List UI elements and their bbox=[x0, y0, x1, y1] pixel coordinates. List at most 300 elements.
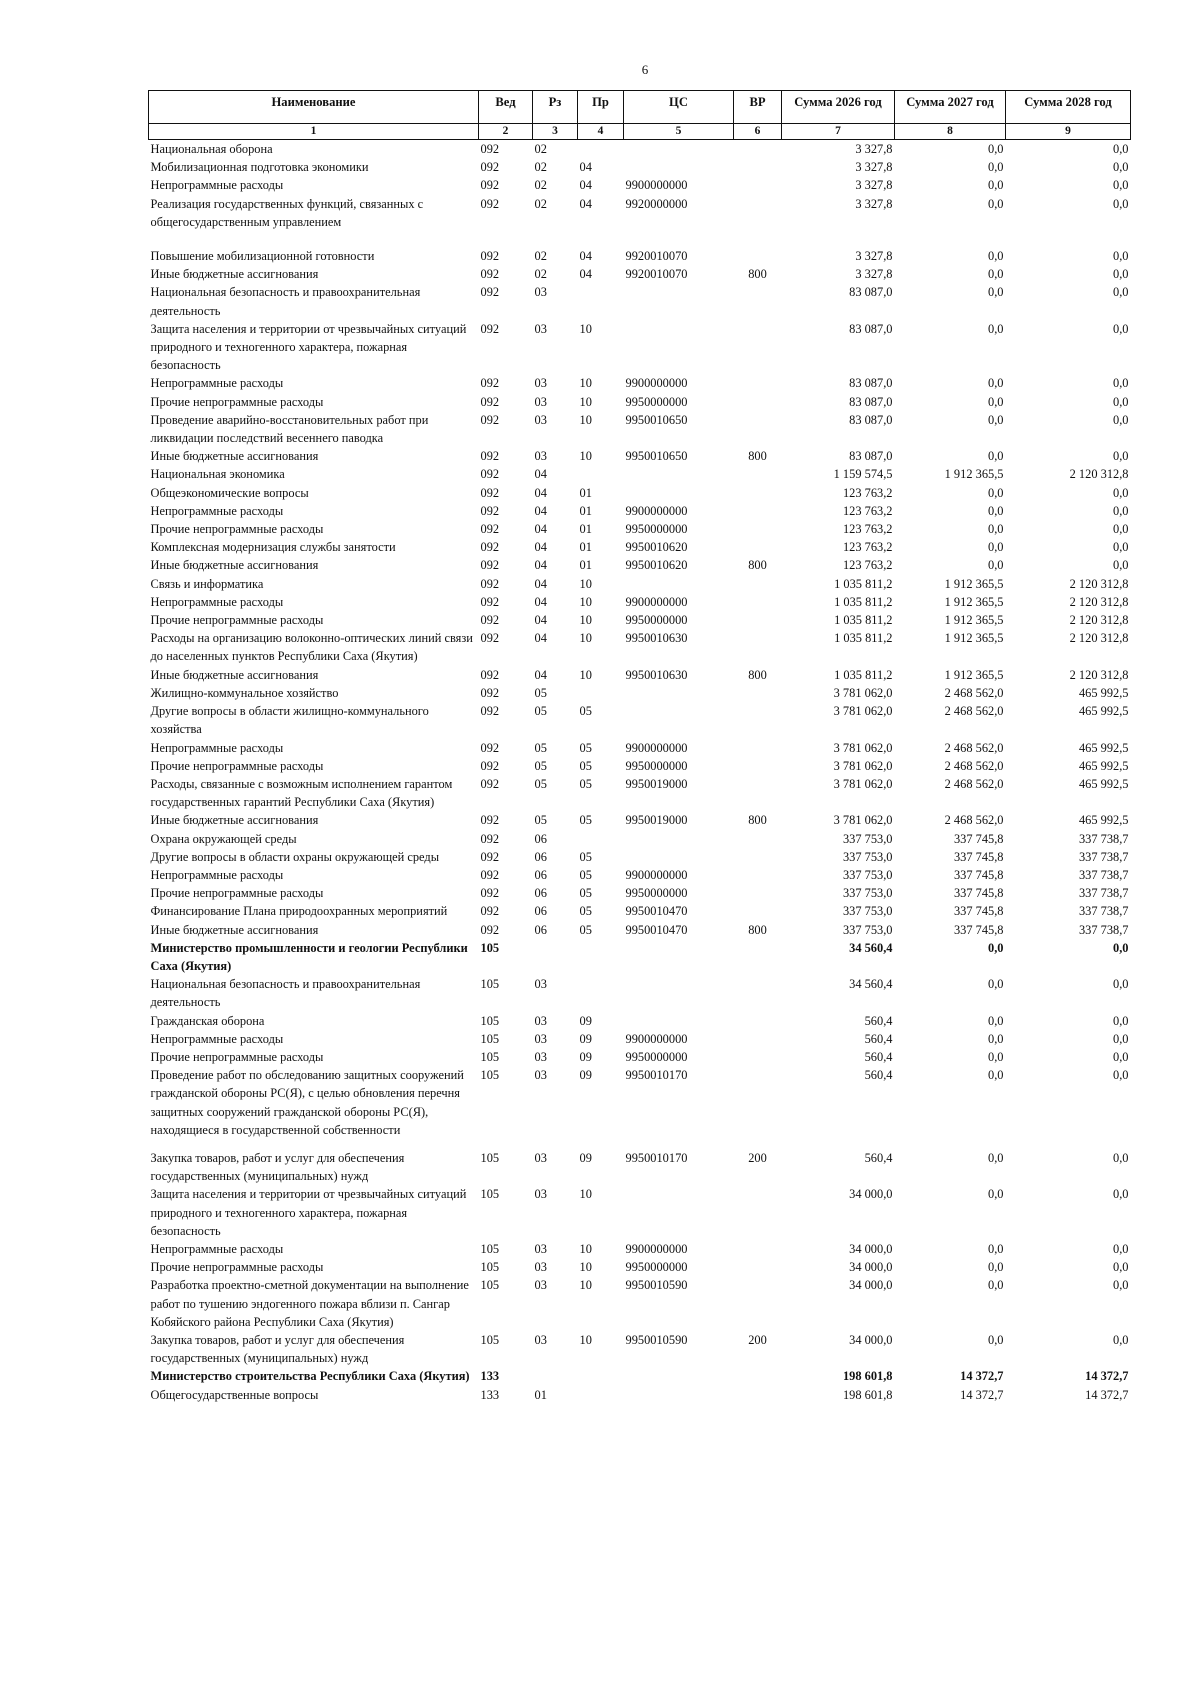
cell-name: Проведение работ по обследованию защитных сооружений гражданской обороны РС(Я), с целью обновления перечня защитных сооружений гражданской обороны РС(Я), находящиеся в государственной собственности bbox=[150, 1068, 464, 1137]
cell-rz: 02 bbox=[534, 142, 547, 156]
cell-cs: 9950000000 bbox=[625, 394, 688, 409]
cell-name: Другие вопросы в области жилищно-коммунального хозяйства bbox=[150, 704, 429, 737]
cell-sum-2026: 83 087,0 bbox=[849, 376, 893, 391]
cell-vr: 800 bbox=[748, 922, 767, 937]
cell-cs: 9950010620 bbox=[625, 558, 688, 573]
cell-vr bbox=[734, 1185, 782, 1240]
cell-pr: 05 bbox=[579, 758, 592, 773]
cell-sum-2026: 337 753,0 bbox=[842, 867, 893, 882]
cell-name: Комплексная модернизация службы занятости bbox=[150, 540, 396, 555]
cell-rz: 03 bbox=[534, 977, 547, 992]
cell-pr bbox=[578, 1386, 624, 1404]
cell-vr bbox=[734, 502, 782, 520]
cell-pr: 05 bbox=[579, 922, 592, 937]
cell-sum-2026: 198 601,8 bbox=[842, 1369, 893, 1384]
cell-ved: 092 bbox=[480, 485, 500, 500]
cell-sum-2028: 465 992,5 bbox=[1078, 685, 1129, 700]
cell-rz: 03 bbox=[534, 285, 547, 300]
cell-sum-2028: 0,0 bbox=[1113, 1150, 1129, 1165]
cell-sum-2026: 34 000,0 bbox=[849, 1187, 893, 1202]
cell-cs: 9920000000 bbox=[625, 196, 688, 211]
cell-sum-2027: 0,0 bbox=[988, 321, 1004, 336]
cell-sum-2028: 0,0 bbox=[1113, 1241, 1129, 1256]
cell-pr: 10 bbox=[579, 576, 592, 591]
cell-sum-2028: 2 120 312,8 bbox=[1069, 594, 1129, 609]
cell-name: Прочие непрограммные расходы bbox=[150, 1260, 324, 1275]
table-row bbox=[149, 158, 1131, 176]
table-row bbox=[149, 866, 1131, 884]
cell-pr: 10 bbox=[579, 613, 592, 628]
cell-sum-2026: 3 781 062,0 bbox=[833, 758, 893, 773]
cell-sum-2027: 0,0 bbox=[988, 558, 1004, 573]
cell-sum-2026: 34 560,4 bbox=[849, 940, 893, 955]
cell-sum-2028: 337 738,7 bbox=[1078, 849, 1129, 864]
cell-ved: 092 bbox=[480, 631, 500, 646]
cell-sum-2027: 0,0 bbox=[988, 412, 1004, 427]
cell-pr: 01 bbox=[579, 558, 592, 573]
cell-sum-2027: 337 745,8 bbox=[953, 867, 1004, 882]
cell-ved: 133 bbox=[480, 1387, 500, 1402]
cell-cs: 9900000000 bbox=[625, 178, 688, 193]
table-row bbox=[149, 1240, 1131, 1258]
cell-vr bbox=[734, 484, 782, 502]
cell-pr: 10 bbox=[579, 376, 592, 391]
cell-pr: 05 bbox=[579, 904, 592, 919]
table-row bbox=[149, 484, 1131, 502]
cell-sum-2028: 0,0 bbox=[1113, 1049, 1129, 1064]
cell-rz: 05 bbox=[534, 776, 547, 791]
cell-pr: 10 bbox=[579, 594, 592, 609]
cell-sum-2027: 0,0 bbox=[988, 1049, 1004, 1064]
cell-name: Прочие непрограммные расходы bbox=[150, 522, 324, 537]
cell-cs: 9950000000 bbox=[625, 1049, 688, 1064]
table-row bbox=[149, 411, 1131, 447]
table-row bbox=[149, 593, 1131, 611]
cell-ved: 092 bbox=[480, 540, 500, 555]
cell-sum-2028: 14 372,7 bbox=[1085, 1369, 1129, 1384]
cell-sum-2027: 0,0 bbox=[988, 540, 1004, 555]
cell-cs: 9900000000 bbox=[625, 376, 688, 391]
cell-sum-2026: 560,4 bbox=[864, 1013, 893, 1028]
cell-sum-2026: 3 781 062,0 bbox=[833, 813, 893, 828]
cell-ved: 092 bbox=[480, 922, 500, 937]
cell-cs: 9900000000 bbox=[625, 867, 688, 882]
cell-rz: 03 bbox=[534, 321, 547, 336]
cell-ved: 092 bbox=[480, 249, 500, 264]
cell-name: Национальная оборона bbox=[150, 142, 273, 156]
cell-sum-2028: 465 992,5 bbox=[1078, 740, 1129, 755]
cell-sum-2028: 14 372,7 bbox=[1085, 1387, 1129, 1402]
cell-pr: 10 bbox=[579, 1333, 592, 1347]
cell-rz: 06 bbox=[534, 867, 547, 882]
cell-sum-2027: 14 372,7 bbox=[960, 1387, 1004, 1402]
cell-name: Финансирование Плана природоохранных мероприятий bbox=[150, 904, 448, 919]
cell-vr bbox=[734, 538, 782, 556]
cell-pr: 10 bbox=[579, 412, 592, 427]
cell-sum-2028: 0,0 bbox=[1113, 1013, 1129, 1028]
cell-pr: 10 bbox=[579, 1241, 592, 1256]
cell-rz: 04 bbox=[534, 667, 547, 682]
cell-cs: 9950019000 bbox=[625, 813, 688, 828]
cell-ved: 092 bbox=[480, 867, 500, 882]
cell-ved: 092 bbox=[480, 886, 500, 901]
cell-pr: 05 bbox=[579, 813, 592, 828]
cell-rz: 02 bbox=[534, 196, 547, 211]
cell-cs bbox=[624, 1185, 734, 1240]
cell-vr bbox=[734, 739, 782, 757]
cell-cs: 9950010650 bbox=[625, 449, 688, 464]
cell-ved: 105 bbox=[480, 1068, 500, 1083]
cell-pr: 04 bbox=[579, 267, 592, 282]
cell-ved: 092 bbox=[480, 904, 500, 919]
cell-sum-2026: 3 327,8 bbox=[855, 160, 893, 175]
cell-name: Прочие непрограммные расходы bbox=[150, 1049, 324, 1064]
cell-sum-2028: 0,0 bbox=[1113, 178, 1129, 193]
cell-cs: 9950000000 bbox=[625, 613, 688, 628]
cell-ved: 092 bbox=[480, 831, 500, 846]
cell-name: Общеэкономические вопросы bbox=[150, 485, 309, 500]
cell-sum-2027: 337 745,8 bbox=[953, 922, 1004, 937]
cell-ved: 092 bbox=[480, 558, 500, 573]
cell-sum-2026: 560,4 bbox=[864, 1031, 893, 1046]
cell-cs: 9900000000 bbox=[625, 1031, 688, 1046]
cell-cs: 9950010470 bbox=[625, 904, 688, 919]
cell-name: Непрограммные расходы bbox=[150, 503, 284, 518]
cell-sum-2026: 337 753,0 bbox=[842, 849, 893, 864]
table-row bbox=[149, 775, 1131, 811]
cell-sum-2026: 83 087,0 bbox=[849, 321, 893, 336]
cell-name: Непрограммные расходы bbox=[150, 1241, 284, 1256]
col-number: 1 bbox=[149, 124, 479, 140]
cell-ved: 105 bbox=[480, 940, 500, 955]
col-number: 9 bbox=[1006, 124, 1131, 140]
table-row bbox=[149, 684, 1131, 702]
table-body bbox=[149, 140, 1131, 1404]
table-row bbox=[149, 447, 1131, 465]
cell-sum-2027: 337 745,8 bbox=[953, 904, 1004, 919]
cell-name: Другие вопросы в области охраны окружающей среды bbox=[150, 849, 440, 864]
table-row bbox=[149, 520, 1131, 538]
cell-sum-2027: 0,0 bbox=[988, 1013, 1004, 1028]
cell-name: Закупка товаров, работ и услуг для обеспечения государственных (муниципальных) нужд bbox=[150, 1333, 405, 1366]
cell-vr: 800 bbox=[748, 449, 767, 464]
table-row bbox=[149, 921, 1131, 939]
cell-ved: 092 bbox=[480, 667, 500, 682]
cell-cs bbox=[624, 140, 734, 159]
cell-rz: 05 bbox=[534, 685, 547, 700]
cell-sum-2027: 0,0 bbox=[988, 394, 1004, 409]
cell-sum-2027: 0,0 bbox=[988, 178, 1004, 193]
cell-vr bbox=[734, 1240, 782, 1258]
cell-pr: 10 bbox=[579, 394, 592, 409]
cell-cs: 9920010070 bbox=[625, 267, 688, 282]
table-row bbox=[149, 575, 1131, 593]
cell-name: Мобилизационная подготовка экономики bbox=[150, 160, 369, 175]
table-row bbox=[149, 538, 1131, 556]
cell-rz: 03 bbox=[534, 1241, 547, 1256]
cell-name: Расходы, связанные с возможным исполнением гарантом государственных гарантий Республики Саха (Якутия) bbox=[150, 776, 453, 810]
col-header-sum-2028: Сумма 2028 год bbox=[1006, 91, 1131, 124]
cell-ved: 105 bbox=[480, 1278, 500, 1293]
table-row bbox=[149, 374, 1131, 392]
cell-cs bbox=[624, 484, 734, 502]
cell-cs: 9950000000 bbox=[625, 522, 688, 537]
cell-sum-2028: 0,0 bbox=[1113, 1031, 1129, 1046]
cell-sum-2026: 83 087,0 bbox=[849, 394, 893, 409]
cell-sum-2028: 337 738,7 bbox=[1078, 886, 1129, 901]
cell-sum-2026: 83 087,0 bbox=[849, 449, 893, 464]
cell-name: Иные бюджетные ассигнования bbox=[150, 813, 319, 828]
col-number: 5 bbox=[624, 124, 734, 140]
cell-pr bbox=[578, 830, 624, 848]
cell-vr bbox=[734, 158, 782, 176]
cell-cs bbox=[624, 939, 734, 975]
cell-ved: 092 bbox=[480, 467, 500, 482]
cell-cs: 9900000000 bbox=[625, 594, 688, 609]
cell-sum-2026: 337 753,0 bbox=[842, 886, 893, 901]
cell-sum-2028: 0,0 bbox=[1113, 1068, 1129, 1083]
cell-name: Жилищно-коммунальное хозяйство bbox=[150, 685, 339, 700]
cell-sum-2026: 1 035 811,2 bbox=[834, 631, 893, 646]
cell-ved: 092 bbox=[480, 321, 500, 336]
cell-sum-2026: 83 087,0 bbox=[849, 285, 893, 300]
cell-rz: 03 bbox=[534, 1260, 547, 1275]
table-row bbox=[149, 666, 1131, 684]
cell-rz: 05 bbox=[534, 813, 547, 828]
cell-sum-2028: 0,0 bbox=[1113, 1187, 1129, 1202]
cell-pr: 05 bbox=[579, 849, 592, 864]
cell-rz: 04 bbox=[534, 467, 547, 482]
cell-rz: 04 bbox=[534, 576, 547, 591]
cell-name: Иные бюджетные ассигнования bbox=[150, 558, 319, 573]
cell-cs bbox=[624, 975, 734, 1011]
table-row bbox=[149, 1258, 1131, 1276]
cell-rz bbox=[533, 939, 578, 975]
col-number: 2 bbox=[479, 124, 533, 140]
cell-ved: 092 bbox=[480, 613, 500, 628]
table-row bbox=[149, 247, 1131, 265]
cell-sum-2027: 337 745,8 bbox=[953, 831, 1004, 846]
cell-rz: 04 bbox=[534, 503, 547, 518]
table-row bbox=[149, 556, 1131, 574]
cell-cs bbox=[624, 1367, 734, 1385]
cell-cs: 9900000000 bbox=[625, 503, 688, 518]
cell-sum-2026: 1 035 811,2 bbox=[834, 667, 893, 682]
cell-pr: 05 bbox=[579, 776, 592, 791]
cell-rz: 03 bbox=[534, 1031, 547, 1046]
cell-sum-2026: 560,4 bbox=[864, 1150, 893, 1165]
cell-ved: 092 bbox=[480, 849, 500, 864]
cell-vr bbox=[734, 1367, 782, 1385]
cell-vr bbox=[734, 283, 782, 319]
table-row bbox=[149, 611, 1131, 629]
cell-sum-2026: 34 000,0 bbox=[849, 1241, 893, 1256]
cell-vr bbox=[734, 575, 782, 593]
cell-rz: 06 bbox=[534, 849, 547, 864]
cell-sum-2028: 0,0 bbox=[1113, 249, 1129, 264]
cell-sum-2027: 0,0 bbox=[988, 376, 1004, 391]
cell-pr: 10 bbox=[579, 449, 592, 464]
cell-name: Общегосударственные вопросы bbox=[150, 1387, 319, 1402]
cell-pr bbox=[578, 939, 624, 975]
cell-pr: 05 bbox=[579, 704, 592, 719]
cell-ved: 133 bbox=[480, 1369, 500, 1384]
cell-vr: 800 bbox=[748, 813, 767, 828]
cell-vr bbox=[734, 611, 782, 629]
cell-ved: 092 bbox=[480, 285, 500, 300]
table-row bbox=[149, 848, 1131, 866]
header-row bbox=[149, 91, 1131, 124]
cell-rz: 03 bbox=[534, 1068, 547, 1083]
cell-ved: 092 bbox=[480, 160, 500, 175]
cell-rz: 05 bbox=[534, 740, 547, 755]
cell-cs: 9950019000 bbox=[625, 776, 688, 791]
cell-sum-2027: 14 372,7 bbox=[960, 1369, 1004, 1384]
cell-sum-2027: 337 745,8 bbox=[953, 849, 1004, 864]
cell-cs: 9950000000 bbox=[625, 886, 688, 901]
cell-name: Расходы на организацию волоконно-оптических линий связи до населенных пунктов Республики Саха (Якутия) bbox=[150, 631, 473, 664]
cell-cs bbox=[624, 283, 734, 319]
cell-name: Иные бюджетные ассигнования bbox=[150, 922, 319, 937]
cell-rz: 02 bbox=[534, 267, 547, 282]
page-number: 6 bbox=[641, 62, 649, 77]
cell-sum-2028: 0,0 bbox=[1113, 142, 1129, 156]
cell-rz: 04 bbox=[534, 540, 547, 555]
cell-sum-2026: 123 763,2 bbox=[842, 558, 893, 573]
cell-cs: 9900000000 bbox=[625, 740, 688, 755]
table-row bbox=[149, 1048, 1131, 1066]
cell-name: Непрограммные расходы bbox=[150, 740, 284, 755]
cell-name: Прочие непрограммные расходы bbox=[150, 758, 324, 773]
cell-vr bbox=[734, 140, 782, 159]
cell-cs bbox=[624, 1386, 734, 1404]
table-row bbox=[149, 902, 1131, 920]
cell-ved: 092 bbox=[480, 704, 500, 719]
cell-pr: 01 bbox=[579, 485, 592, 500]
cell-sum-2028: 2 120 312,8 bbox=[1069, 631, 1129, 646]
cell-sum-2027: 1 912 365,5 bbox=[944, 594, 1004, 609]
cell-sum-2028: 0,0 bbox=[1113, 196, 1129, 211]
cell-sum-2026: 123 763,2 bbox=[842, 485, 893, 500]
cell-cs: 9950010620 bbox=[625, 540, 688, 555]
table-row bbox=[149, 1185, 1131, 1240]
cell-rz: 03 bbox=[534, 1049, 547, 1064]
cell-cs bbox=[624, 465, 734, 483]
cell-vr: 200 bbox=[748, 1150, 767, 1165]
table-row bbox=[149, 1331, 1131, 1367]
cell-sum-2027: 0,0 bbox=[988, 977, 1004, 992]
table-row bbox=[149, 1066, 1131, 1149]
table-row bbox=[149, 975, 1131, 1011]
cell-vr bbox=[734, 866, 782, 884]
col-number: 7 bbox=[782, 124, 895, 140]
cell-sum-2026: 3 781 062,0 bbox=[833, 740, 893, 755]
cell-pr bbox=[578, 684, 624, 702]
cell-sum-2028: 2 120 312,8 bbox=[1069, 467, 1129, 482]
cell-pr: 04 bbox=[579, 160, 592, 175]
cell-rz: 06 bbox=[534, 831, 547, 846]
cell-ved: 105 bbox=[480, 1031, 500, 1046]
cell-cs: 9950010630 bbox=[625, 631, 688, 646]
cell-sum-2027: 0,0 bbox=[988, 196, 1004, 211]
table-row bbox=[149, 1030, 1131, 1048]
col-header-sum-2026: Сумма 2026 год bbox=[782, 91, 895, 124]
cell-sum-2027: 0,0 bbox=[988, 142, 1004, 156]
cell-cs: 9950010650 bbox=[625, 412, 688, 427]
cell-sum-2027: 1 912 365,5 bbox=[944, 576, 1004, 591]
cell-pr bbox=[578, 140, 624, 159]
col-number: 6 bbox=[734, 124, 782, 140]
table-row bbox=[149, 830, 1131, 848]
cell-sum-2026: 198 601,8 bbox=[842, 1387, 893, 1402]
table-row bbox=[149, 939, 1131, 975]
cell-vr bbox=[734, 702, 782, 738]
cell-pr: 01 bbox=[579, 503, 592, 518]
table-row bbox=[149, 1276, 1131, 1331]
cell-sum-2026: 123 763,2 bbox=[842, 540, 893, 555]
cell-sum-2027: 0,0 bbox=[988, 503, 1004, 518]
cell-name: Прочие непрограммные расходы bbox=[150, 886, 324, 901]
cell-vr bbox=[734, 1030, 782, 1048]
cell-vr bbox=[734, 1276, 782, 1331]
cell-rz: 02 bbox=[534, 249, 547, 264]
cell-vr bbox=[734, 411, 782, 447]
cell-name: Непрограммные расходы bbox=[150, 178, 284, 193]
cell-sum-2028: 465 992,5 bbox=[1078, 758, 1129, 773]
cell-rz: 02 bbox=[534, 160, 547, 175]
cell-rz: 03 bbox=[534, 449, 547, 464]
cell-sum-2028: 0,0 bbox=[1113, 558, 1129, 573]
cell-name: Охрана окружающей среды bbox=[150, 831, 297, 846]
cell-sum-2026: 123 763,2 bbox=[842, 522, 893, 537]
cell-ved: 092 bbox=[480, 178, 500, 193]
cell-cs bbox=[624, 684, 734, 702]
cell-ved: 092 bbox=[480, 522, 500, 537]
cell-name: Закупка товаров, работ и услуг для обеспечения государственных (муниципальных) нужд bbox=[150, 1150, 405, 1184]
cell-ved: 092 bbox=[480, 196, 500, 211]
cell-sum-2028: 0,0 bbox=[1113, 285, 1129, 300]
cell-name: Иные бюджетные ассигнования bbox=[150, 267, 319, 282]
cell-ved: 092 bbox=[480, 449, 500, 464]
table-row bbox=[149, 1367, 1131, 1385]
col-number: 3 bbox=[533, 124, 578, 140]
cell-ved: 092 bbox=[480, 685, 500, 700]
cell-pr: 10 bbox=[579, 631, 592, 646]
cell-vr bbox=[734, 830, 782, 848]
cell-name: Национальная безопасность и правоохранительная деятельность bbox=[150, 285, 421, 318]
cell-vr bbox=[734, 1048, 782, 1066]
table-row bbox=[149, 1012, 1131, 1030]
cell-sum-2026: 83 087,0 bbox=[849, 412, 893, 427]
cell-name: Проведение аварийно-восстановительных работ при ликвидации последствий весеннего паводка bbox=[150, 412, 429, 446]
cell-name: Связь и информатика bbox=[150, 576, 264, 591]
cell-ved: 092 bbox=[480, 376, 500, 391]
cell-sum-2026: 34 000,0 bbox=[849, 1278, 893, 1293]
cell-sum-2026: 337 753,0 bbox=[842, 904, 893, 919]
cell-pr: 10 bbox=[579, 321, 592, 336]
cell-sum-2026: 3 327,8 bbox=[855, 142, 893, 156]
cell-cs: 9950000000 bbox=[625, 758, 688, 773]
cell-ved: 105 bbox=[480, 1260, 500, 1275]
cell-cs: 9900000000 bbox=[625, 1241, 688, 1256]
cell-ved: 092 bbox=[480, 503, 500, 518]
cell-vr: 200 bbox=[748, 1333, 767, 1347]
cell-sum-2028: 0,0 bbox=[1113, 503, 1129, 518]
table-row bbox=[149, 811, 1131, 829]
cell-vr bbox=[734, 902, 782, 920]
cell-vr bbox=[734, 975, 782, 1011]
cell-sum-2026: 337 753,0 bbox=[842, 922, 893, 937]
